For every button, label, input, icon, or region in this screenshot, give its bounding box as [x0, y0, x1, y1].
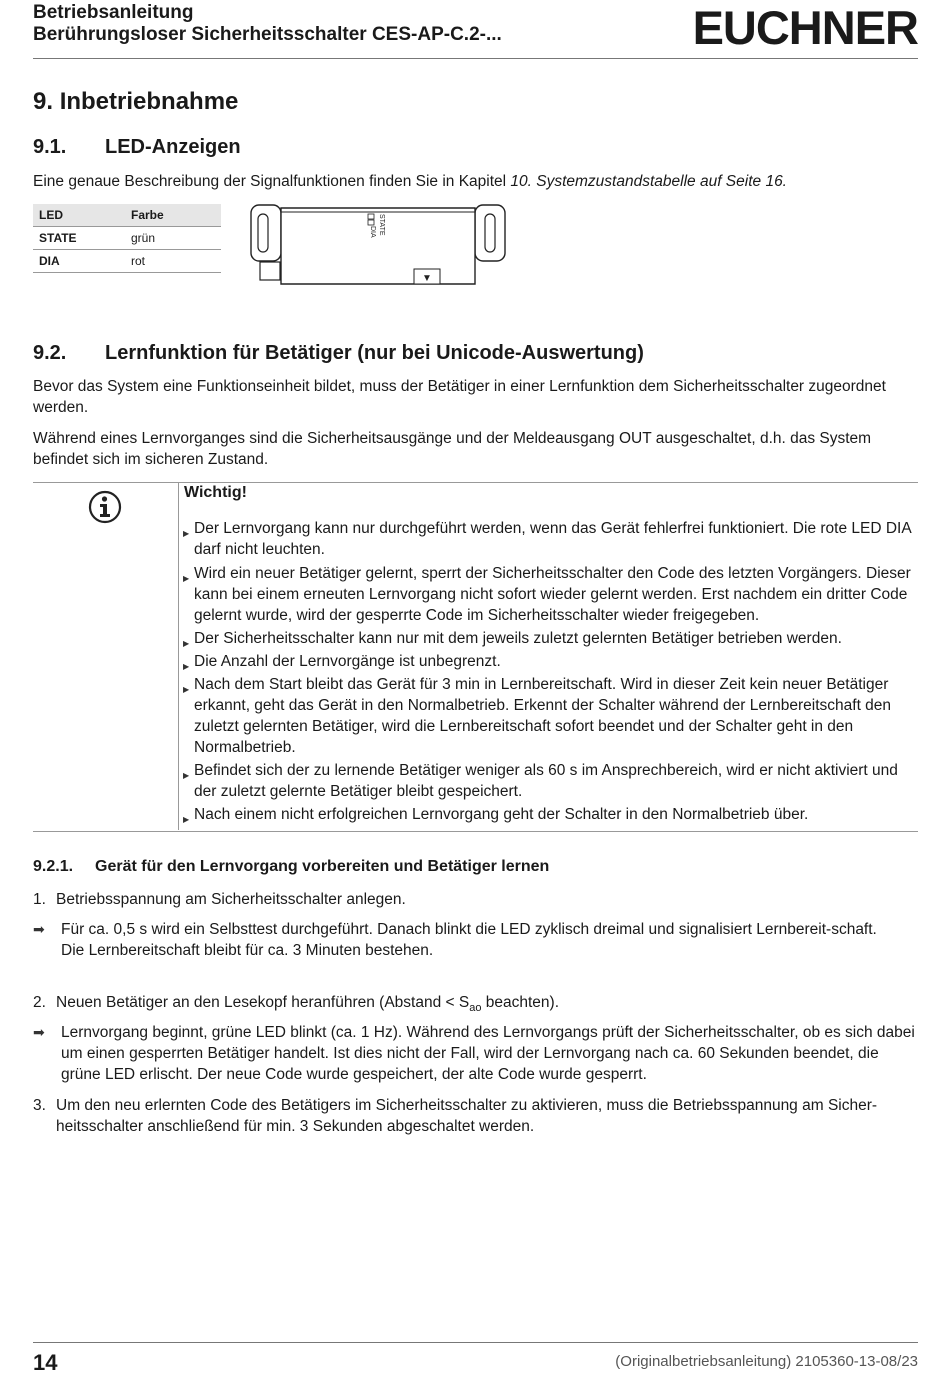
- result-text: Lernvorgang beginnt, grüne LED blinkt (ca. 1 Hz). Während des Lernvorgangs prüft der Sicherheitsschalter, ob es sich dabei um einen gesperrten Betätiger handelt. Ist dies nicht der Fall, wird der Lernvorgang nach ca. 60 Sekunden beendet, die grüne LED erlischt. Der neue Code wurde gespeichert, der alte Code wurde gesperrt.: [61, 1024, 915, 1083]
- info-icon: [88, 490, 122, 524]
- important-bullet-text: Wird ein neuer Betätiger gelernt, sperrt der Sicherheitsschalter den Code des letzten Vorgängers. Dieser kann bei einem erneuten Lernvorgang nicht sofort wieder gelernt werden. Erst nachdem ein dritter Code gelernt wurde, wird der gesperrte Code im Sicherheitsschalter wieder freigegeben.: [194, 565, 911, 624]
- step-2: [33, 992, 919, 1019]
- document-reference: (Originalbetriebsanleitung) 2105360-13-08/23: [615, 1353, 918, 1370]
- bullet-triangle-icon: ▶: [183, 529, 190, 538]
- step-2-text-end: beachten).: [481, 994, 560, 1011]
- state-led-icon: [368, 214, 374, 219]
- result-arrow-icon: ➡: [33, 1024, 45, 1040]
- document-header: [33, 2, 502, 46]
- table-row: [33, 227, 221, 250]
- section-91-intro-text: Eine genaue Beschreibung der Signalfunktionen finden Sie in Kapitel: [33, 173, 511, 190]
- important-bullet-text: Die Anzahl der Lernvorgänge ist unbegrenzt.: [194, 653, 501, 670]
- section-92-para2: Während eines Lernvorganges sind die Sicherheitsausgänge und der Meldeausgang OUT ausgeschaltet, d.h. das System befindet sich im sicheren Zustand.: [33, 430, 872, 468]
- device-drawing: [248, 200, 510, 290]
- section-921-heading: [33, 858, 549, 876]
- result-text-continued: Die Lernbereitschaft bleibt für ca. 3 Minuten bestehen.: [61, 942, 434, 959]
- section-91-heading: [33, 136, 241, 159]
- led-table-header: [33, 204, 221, 227]
- list-item: [183, 651, 918, 672]
- step-number: 2.: [33, 994, 46, 1011]
- list-item: [183, 563, 918, 626]
- section-9-number: 9.: [33, 88, 54, 115]
- section-92-para1: Bevor das System eine Funktionseinheit bildet, muss der Betätiger in einer Lernfunktion dem Sicherheitsschalter zugeordnet werden.: [33, 378, 886, 416]
- list-item: [183, 760, 918, 802]
- page-number: 14: [33, 1350, 58, 1375]
- step-text: [56, 992, 919, 1019]
- list-item: [183, 518, 918, 560]
- device-label-dia: DIA: [369, 226, 376, 238]
- important-title: Wichtig!: [184, 484, 247, 501]
- bullet-triangle-icon: ▶: [183, 662, 190, 671]
- section-92-title: Lernfunktion für Betätiger (nur bei Unicode-Auswertung): [105, 342, 644, 364]
- bullet-triangle-icon: ▶: [183, 815, 190, 824]
- section-9-heading: [33, 88, 238, 116]
- important-bullet-text: Der Lernvorgang kann nur durchgeführt werden, wenn das Gerät fehlerfrei funktioniert. Die rote LED DIA darf nicht leuchten.: [194, 520, 911, 558]
- led-table: [33, 204, 221, 273]
- section-921-title: Gerät für den Lernvorgang vorbereiten und Betätiger lernen: [95, 858, 550, 875]
- led-name-dia: DIA: [33, 250, 125, 273]
- section-92-number: 9.2.: [33, 342, 67, 364]
- header-doc-type: Betriebsanleitung: [33, 2, 194, 23]
- important-bullet-text: Nach einem nicht erfolgreichen Lernvorgang geht der Schalter in den Normalbetrieb über.: [194, 806, 809, 823]
- result-1: [33, 919, 919, 961]
- step-text: Um den neu erlernten Code des Betätigers im Sicherheitsschalter zu aktivieren, muss die Betriebsspannung am Sicher-heitsschalter anschließend für min. 3 Sekunden abgeschaltet werden.: [56, 1097, 878, 1135]
- bullet-triangle-icon: ▶: [183, 639, 190, 648]
- step-2-subscript: ao: [469, 1002, 482, 1015]
- important-bullet-text: Nach dem Start bleibt das Gerät für 3 min in Lernbereitschaft. Wird in dieser Zeit kein neuer Betätiger erkannt, geht das Gerät in den Normalbetrieb. Erkennt der Schalter während der Lernbereitschaft den zuletzt gelernten Betätiger, wird die Lernbereitschaft sofort beendet und der Schalter geht in den Normalbetrieb.: [194, 676, 892, 756]
- chapter-reference-link[interactable]: 10. Systemzustandstabelle auf Seite 16.: [510, 173, 787, 190]
- section-91-intro: [33, 171, 919, 192]
- bullet-triangle-icon: ▶: [183, 685, 190, 694]
- led-color-state: grün: [125, 227, 221, 250]
- header-divider: [33, 58, 918, 59]
- bullet-triangle-icon: ▶: [183, 771, 190, 780]
- important-bullet-text: Der Sicherheitsschalter kann nur mit dem jeweils zuletzt gelernten Betätiger betrieben werden.: [194, 630, 842, 647]
- important-bullet-text: Befindet sich der zu lernende Betätiger weniger als 60 s im Ansprechbereich, wird er nicht aktiviert und der zuletzt gelernte Betätiger bleibt gespeichert.: [194, 762, 898, 800]
- step-text: Betriebsspannung am Sicherheitsschalter anlegen.: [56, 891, 406, 908]
- section-92-heading: [33, 342, 644, 365]
- euchner-logo: EUCHNER: [692, 1, 918, 54]
- list-item: [183, 804, 918, 825]
- section-91-title: LED-Anzeigen: [105, 136, 241, 158]
- section-9-title: Inbetriebnahme: [59, 88, 239, 115]
- bullet-triangle-icon: ▶: [183, 574, 190, 583]
- device-arrow-icon: ▼: [422, 273, 432, 284]
- list-item: [183, 628, 918, 649]
- step-number: 3.: [33, 1097, 46, 1114]
- step-3: [33, 1095, 919, 1137]
- header-product: Berührungsloser Sicherheitsschalter CES-AP-C.2-...: [33, 24, 502, 45]
- section-921-number: 9.2.1.: [33, 858, 74, 875]
- led-table-header-farbe: Farbe: [125, 204, 221, 227]
- table-row: [33, 250, 221, 273]
- footer-divider: [33, 1342, 918, 1343]
- result-arrow-icon: ➡: [33, 921, 45, 937]
- result-text: Für ca. 0,5 s wird ein Selbsttest durchgeführt. Danach blinkt die LED zyklisch dreimal und signalisiert Lernbereit-schaft.: [61, 921, 877, 938]
- led-name-state: STATE: [33, 227, 125, 250]
- step-1: [33, 889, 919, 910]
- list-item: [183, 674, 918, 758]
- step-2-text-start: Neuen Betätiger an den Lesekopf heranführen (Abstand < S: [56, 994, 470, 1011]
- step-number: 1.: [33, 891, 46, 908]
- important-notice-separator: [178, 482, 179, 830]
- led-color-dia: rot: [125, 250, 221, 273]
- section-91-number: 9.1.: [33, 136, 67, 158]
- device-label-state: STATE: [378, 214, 385, 236]
- result-2: [33, 1022, 919, 1085]
- led-table-header-led: LED: [33, 204, 125, 227]
- dia-led-icon: [368, 220, 374, 225]
